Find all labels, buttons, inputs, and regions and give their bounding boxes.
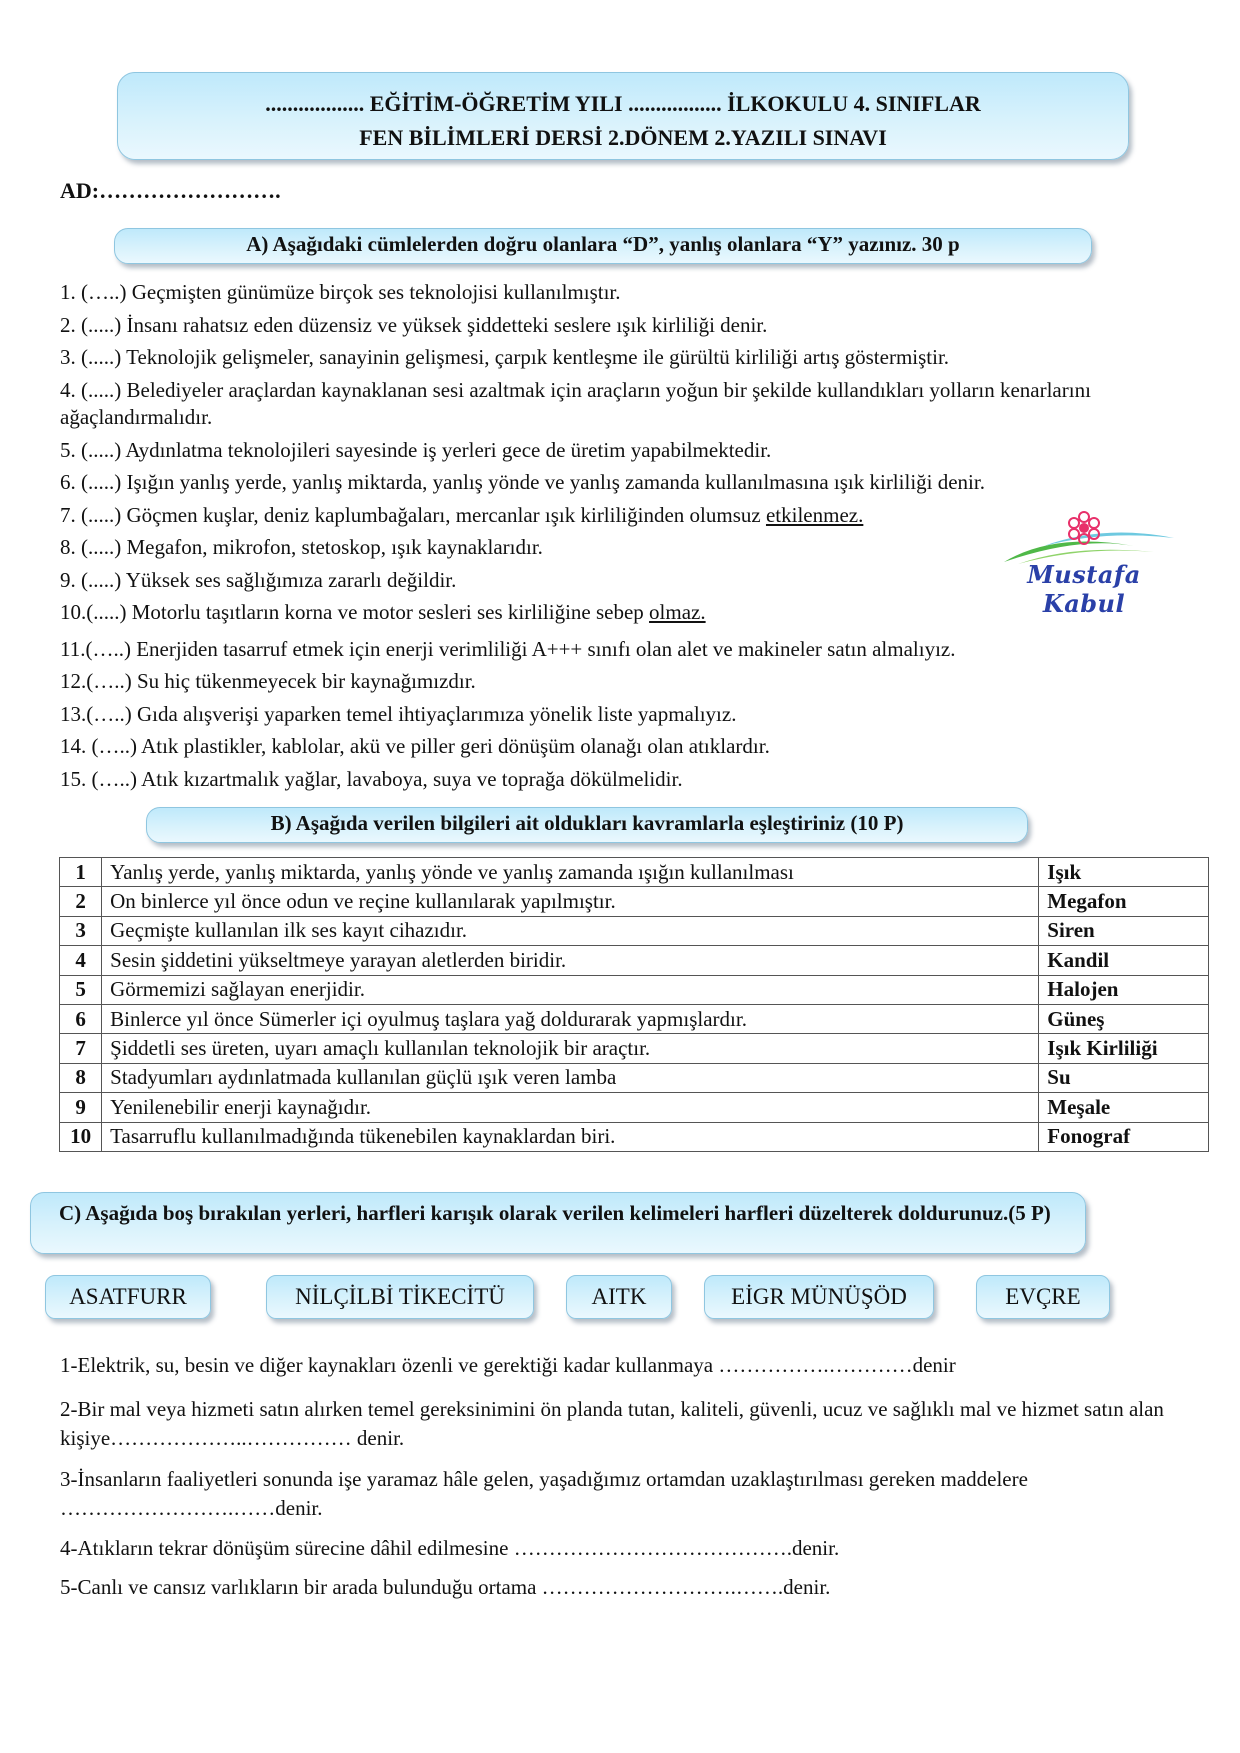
flower-icon [984, 506, 1184, 566]
row-number: 2 [60, 887, 102, 916]
row-statement: Sesin şiddetini yükseltmeye yarayan aletlerden biridir. [102, 946, 1039, 975]
row-number: 9 [60, 1093, 102, 1122]
row-term: Işık Kirliliği [1039, 1034, 1209, 1063]
row-number: 10 [60, 1122, 102, 1151]
table-row [60, 1034, 1209, 1063]
list-item[interactable]: 11.(…..) Enerjiden tasarruf etmek için enerji verimliliği A+++ sınıfı olan alet ve makineler satın almalıyız. [60, 636, 956, 661]
list-item[interactable]: 5. (.....) Aydınlatma teknolojileri sayesinde iş yerleri gece de üretim yapabilmektedir. [60, 437, 772, 462]
list-item[interactable]: 2. (.....) İnsanı rahatsız eden düzensiz ve yüksek şiddetteki seslere ışık kirliliği denir. [60, 312, 768, 337]
table-row [60, 1063, 1209, 1092]
table-row [60, 916, 1209, 945]
item-text: 10.(.....) Motorlu taşıtların korna ve motor sesleri ses kirliliğine sebep [60, 600, 650, 624]
list-item[interactable]: 3. (.....) Teknolojik gelişmeler, sanayinin gelişmesi, çarpık kentleşme ile gürültü kirliliği artış göstermiştir. [60, 345, 950, 369]
scrambled-word-box: ASATFURR [45, 1275, 211, 1319]
row-statement: Görmemizi sağlayan enerjidir. [102, 975, 1039, 1004]
row-statement: Yanlış yerde, yanlış miktarda, yanlış yönde ve yanlış zamanda ışığın kullanılması [102, 858, 1039, 887]
item-text: 7. (.....) Göçmen kuşlar, deniz kaplumbağaları, mercanlar ışık kirliliğinden olumsuz [60, 502, 766, 527]
table-row [60, 858, 1209, 887]
row-number: 1 [60, 858, 102, 887]
list-item[interactable]: 13.(…..) Gıda alışverişi yaparken temel ihtiyaçlarımıza yönelik liste yapmalıyız. [60, 701, 737, 726]
row-term: Su [1039, 1063, 1209, 1092]
row-statement: Tasarruflu kullanılmadığında tükenebilen kaynaklardan biri. [102, 1122, 1039, 1151]
row-statement: Binlerce yıl önce Sümerler içi oyulmuş taşlara yağ doldurarak yapmışlardır. [102, 1004, 1039, 1033]
exam-title-banner [117, 72, 1129, 160]
section-c-heading: C) Aşağıda boş bırakılan yerleri, harfleri karışık olarak verilen kelimeleri harfleri düzelterek doldurunuz.(5 P) [30, 1192, 1086, 1254]
row-number: 7 [60, 1034, 102, 1063]
row-number: 4 [60, 946, 102, 975]
row-statement: Yenilenebilir enerji kaynağıdır. [102, 1093, 1039, 1122]
table-row [60, 975, 1209, 1004]
scrambled-word-box: EİGR MÜNÜŞÖD [704, 1275, 934, 1319]
row-term: Kandil [1039, 946, 1209, 975]
fill-blank-item[interactable]: 3-İnsanların faaliyetleri sonunda işe yaramaz hâle gelen, yaşadığımız ortamdan uzaklaştırılması gereken maddelere …………………….……denir. [60, 1467, 1028, 1520]
row-number: 8 [60, 1063, 102, 1092]
scrambled-word-box: NİLÇİLBİ TİKECİTÜ [266, 1275, 534, 1319]
list-item[interactable]: 8. (.....) Megafon, mikrofon, stetoskop, ışık kaynaklarıdır. [60, 535, 543, 559]
table-row [60, 887, 1209, 916]
list-item[interactable]: 15. (…..) Atık kızartmalık yağlar, lavaboya, suya ve toprağa dökülmelidir. [60, 766, 683, 791]
row-term: Meşale [1039, 1093, 1209, 1122]
fill-blank-item[interactable]: 2-Bir mal veya hizmeti satın alırken temel gereksinimini ön planda tutan, kaliteli, güvenli, ucuz ve sağlıklı mal ve hizmet satın alan kişiye………………..…………… denir. [60, 1397, 1164, 1450]
fill-blank-item[interactable]: 4-Atıkların tekrar dönüşüm sürecine dâhil edilmesine ………………………………….denir. [60, 1536, 840, 1560]
table-row [60, 1093, 1209, 1122]
row-term: Siren [1039, 916, 1209, 945]
underlined-word: olmaz. [649, 600, 706, 624]
row-term: Güneş [1039, 1004, 1209, 1033]
table-row [60, 1122, 1209, 1151]
list-item[interactable]: 12.(…..) Su hiç tükenmeyecek bir kaynağımızdır. [60, 669, 476, 693]
fill-blank-item[interactable]: 5-Canlı ve cansız varlıkların bir arada bulunduğu ortama ……………………….…….denir. [60, 1575, 831, 1599]
row-number: 3 [60, 916, 102, 945]
table-row [60, 1004, 1209, 1033]
fill-blank-item[interactable]: 1-Elektrik, su, besin ve diğer kaynakları özenli ve gerektiği kadar kullanmaya …………….…………denir [60, 1353, 956, 1377]
scrambled-word-box: AITK [566, 1275, 672, 1319]
exam-title-line2: FEN BİLİMLERİ DERSİ 2.DÖNEM 2.YAZILI SINAVI [359, 125, 887, 150]
author-logo [984, 506, 1184, 618]
list-item[interactable]: 9. (.....) Yüksek ses sağlığımıza zararlı değildir. [60, 567, 457, 592]
row-number: 5 [60, 975, 102, 1004]
row-number: 6 [60, 1004, 102, 1033]
row-statement: Şiddetli ses üreten, uyarı amaçlı kullanılan teknolojik bir araçtır. [102, 1034, 1039, 1063]
list-item[interactable]: 1. (…..) Geçmişten günümüze birçok ses teknolojisi kullanılmıştır. [60, 280, 621, 304]
section-a-heading: A) Aşağıdaki cümlelerden doğru olanlara “D”, yanlış olanlara “Y” yazınız. 30 p [114, 228, 1092, 264]
scrambled-word-box: EVÇRE [976, 1275, 1110, 1319]
row-term: Megafon [1039, 887, 1209, 916]
row-statement: Stadyumları aydınlatmada kullanılan güçlü ışık veren lamba [102, 1063, 1039, 1092]
student-name-label: AD:……………………. [60, 178, 281, 203]
row-statement: Geçmişte kullanılan ilk ses kayıt cihazıdır. [102, 916, 1039, 945]
matching-table [59, 857, 1209, 1152]
exam-title-line1: .................. EĞİTİM-ÖĞRETİM YILI ................. İLKOKULU 4. SINIFLAR [265, 91, 981, 116]
row-term: Fonograf [1039, 1122, 1209, 1151]
row-term: Halojen [1039, 975, 1209, 1004]
row-statement: On binlerce yıl önce odun ve reçine kullanılarak yapılmıştır. [102, 887, 1039, 916]
underlined-word: etkilenmez. [765, 502, 864, 527]
table-row [60, 946, 1209, 975]
list-item[interactable]: 4. (.....) Belediyeler araçlardan kaynaklanan sesi azaltmak için araçların yoğun bir şekilde kullandıkları yolların kenarlarını ağaçlandırmalıdır. [60, 377, 1091, 429]
logo-text: Mustafa Kabul [1027, 560, 1141, 618]
section-b-heading: B) Aşağıda verilen bilgileri ait oldukları kavramlarla eşleştiriniz (10 P) [146, 807, 1028, 843]
list-item[interactable]: 14. (…..) Atık plastikler, kablolar, akü ve piller geri dönüşüm olanağı olan atıklardır. [60, 734, 770, 758]
list-item[interactable]: 6. (.....) Işığın yanlış yerde, yanlış miktarda, yanlış yönde ve yanlış zamanda kullanılmasına ışık kirliliği denir. [60, 470, 985, 494]
row-term: Işık [1039, 858, 1209, 887]
